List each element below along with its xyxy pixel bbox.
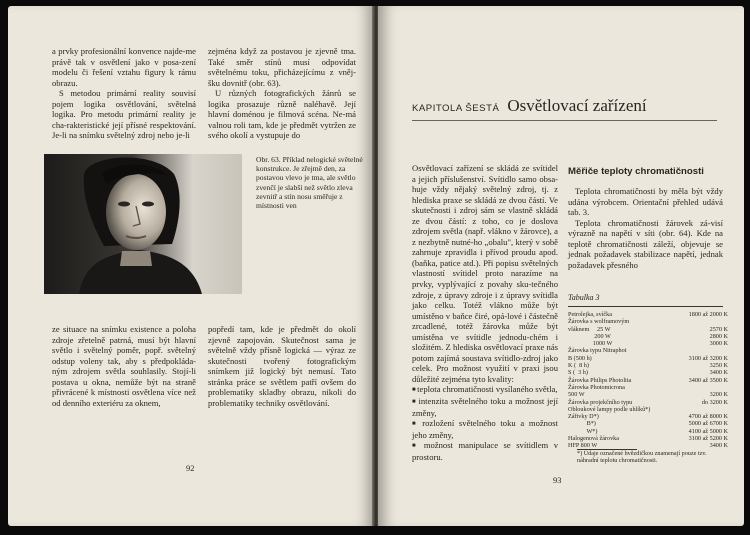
- right-col1: [412, 163, 558, 462]
- table-cell-source: vláknem 25 W: [568, 325, 611, 333]
- table-row: [568, 326, 728, 333]
- table-cell-source: Obloukové lampy podle uhlíků*): [568, 405, 651, 413]
- table-row: [568, 333, 728, 340]
- table-cell-temperature: 4700 až 8000 K: [688, 413, 728, 421]
- table-cell-source: S ( 3 h): [568, 369, 588, 377]
- table-cell-temperature: 3250 K: [709, 362, 728, 370]
- table-row: [568, 318, 728, 325]
- table-row: [568, 377, 728, 384]
- table-cell-source: Žárovka projekčního typu: [568, 398, 633, 406]
- table-cell-temperature: 3100 až 3200 K: [688, 354, 728, 362]
- table-row: [568, 406, 728, 413]
- section-heading: Měřiče teploty chromatičnosti: [568, 166, 704, 177]
- table-cell-source: Žárovka s wolframovým: [568, 318, 630, 326]
- table-cell-source: Zářivky D*): [568, 413, 599, 421]
- left-page: [8, 6, 374, 526]
- table-row: [568, 369, 728, 376]
- right-col2: [568, 186, 723, 270]
- paragraph: popředí tam, kde je předmět do okolí zjevně zapojován. Skutečnost sama je světelně vždy přísně logická — výraz ze skutečnosti tvořený fotografickým snímkem již logický být nemusí. Tato stránka práce se světlem patří ovšem do problematiky skladby obrazu, nikoli do problematiky techniky osvětlování.: [208, 324, 356, 408]
- right-page: [378, 6, 744, 526]
- table-cell-source: 500 W: [568, 391, 585, 399]
- table-row: [568, 435, 728, 442]
- table-footnote: *) Údaje označené hvězdičkou znamenají pouze tzv. náhradní teplotu chromatičnosti.: [577, 450, 707, 465]
- table-cell-temperature: 2800 K: [709, 332, 728, 340]
- figure-caption: Obr. 63. Příklad nelogické světelné konstrukce. Je zřejmě den, za postavou vlevo je tma, ale světlo zvenčí je slabší než světlo zleva zevnitř a stín nosu směřuje z místnosti ven: [256, 155, 363, 211]
- table-row: [568, 399, 728, 406]
- table-row: [568, 355, 728, 362]
- table-cell-temperature: 1800 až 2000 K: [688, 311, 728, 318]
- left-col2-bottom: [208, 324, 356, 408]
- table-cell-temperature: 2570 K: [709, 325, 728, 333]
- left-col2-top: [208, 46, 356, 141]
- table-cell-source: W*): [568, 427, 598, 435]
- table-cell-source: HFP 800 W: [568, 442, 598, 450]
- chapter-title: Osvětlovací zařízení: [507, 96, 647, 115]
- paragraph: ze situace na snímku existence a poloha zdroje zřetelně patrná, musí být hlavní světlo i světelný poměr, popř. světelný odstup voleny tak, aby s předpokláda-ným zdrojem světla souhlasily. Stojí-li postava u okna, nemůže být na straně přivrácené k místnosti osvětlena více než od denního exteriéru za oknem,: [52, 324, 196, 408]
- quality-list: [412, 384, 558, 462]
- table-cell-temperature: 3400 K: [709, 442, 728, 450]
- chapter-label: KAPITOLA ŠESTÁ: [412, 103, 500, 114]
- left-col1-top: [52, 46, 196, 141]
- table-cell-source: Žárovka Philips Photolita: [568, 376, 632, 384]
- chapter-heading: [412, 96, 647, 116]
- color-temperature-table: [568, 311, 728, 450]
- table-label: Tabulka 3: [568, 293, 600, 302]
- table-cell-temperature: 3400 K: [709, 369, 728, 377]
- table-cell-temperature: 3200 K: [709, 391, 728, 399]
- table-cell-temperature: 4100 až 5000 K: [688, 427, 728, 435]
- list-item: ■ intenzita světelného toku a možnost její změny,: [412, 396, 558, 418]
- table-cell-source: 1000 W: [568, 340, 613, 348]
- list-item: ■ teplota chromatičnosti vysílaného světla,: [412, 384, 558, 396]
- table-row: [568, 362, 728, 369]
- paragraph: a prvky profesionální konvence najde-me právě tak v osvětlení jako v posa-zení modelu či řešení vztahu figury k rámu obrazu.: [52, 46, 196, 88]
- table-row: [568, 428, 728, 435]
- page-number: 93: [553, 476, 562, 485]
- table-row: [568, 420, 728, 427]
- paragraph: zejména když za postavou je zjevně tma. Také směr stínů musí odpovídat světelnému toku, přicházejícímu z vněj-šku dovnitř (obr. 63).: [208, 46, 356, 88]
- table-cell-temperature: 5000 až 6700 K: [688, 420, 728, 428]
- table-cell-source: B (500 h): [568, 354, 592, 362]
- table-cell-temperature: do 3200 K: [701, 398, 728, 406]
- table-cell-temperature: 3000 K: [709, 340, 728, 348]
- portrait-photo: [44, 154, 242, 294]
- list-item: ■ možnost manipulace se svítidlem v prostoru.: [412, 440, 558, 462]
- table-top-rule: [568, 306, 723, 307]
- table-cell-source: 200 W: [568, 332, 611, 340]
- paragraph: Teplota chromatičnosti by měla být vždy udána výrobcem. Orientační přehled udává tab. 3.: [568, 186, 723, 218]
- table-cell-temperature: 3400 až 3500 K: [688, 376, 728, 384]
- portrait-woman-image: [44, 154, 242, 294]
- table-cell-source: K ( 8 h): [568, 362, 589, 370]
- table-cell-source: Žárovka Photomicrona: [568, 383, 625, 391]
- table-cell-source: Žárovka typu Nitraphot: [568, 347, 627, 355]
- list-item: ■ rozložení světelného toku a možnost jeho změny,: [412, 418, 558, 440]
- book-spread: [8, 6, 744, 530]
- table-row: [568, 413, 728, 420]
- paragraph: Osvětlovací zařízení se skládá ze svítidel a jejich příslušenství. Svítidlo samo obsa-huje vždy nějaký světelný zdroj, tj. z hlediska praxe se skládá ze dvou částí. Ve skutečnosti i zdroj sám se vlastně skládá ze dvou částí: z toho, co je doslova zdrojem světla (např. vlákno v žárovce), a z nezbytně nutné-ho „obalu", který v sobě zahrnuje zpravidla i přívod proudu apod. (baňka, patice atd.). Při popisu světelných vlastností svítidel proto narazíme na prvky, vyplývající z povahy sku-tečného zdroje, z úpravy zdroje i z úpravy svítidla jako celku. Totéž vlákno může být umístěno v baňce čiré, opá-lové i částečně zrcadlené, totéž žárovka může být umístěna ve svítidle jednodu-chém i složitém. Z hlediska osvětlovací praxe nás potom zajímá soustava svítidlo-zdroj jako celek. Pro možnost využití v praxi jsou důležité zejména tyto kvality:: [412, 163, 558, 384]
- paragraph: S metodou primární reality souvisí pojem logika osvětlování, světelná logika. Pro metodu primární reality je cha-rakteristické její přísné respektování. Je-li na snímku světelný zdroj nebo je-li: [52, 88, 196, 141]
- table-row: [568, 391, 728, 398]
- table-cell-source: Petrolejka, svíčka: [568, 311, 612, 318]
- table-cell-source: Halogenová žárovka: [568, 435, 620, 443]
- table-row: [568, 384, 728, 391]
- table-cell-temperature: 3100 až 5200 K: [688, 435, 728, 443]
- paragraph: Teplota chromatičnosti žárovek zá-visí výrazně na napětí v síti (obr. 64). Kde na teplotě chromatičnosti záleží, objevuje se jednak požadavek stabilizace napětí, jednak požadavek přesného: [568, 217, 723, 270]
- table-row: [568, 347, 728, 354]
- chapter-rule: [412, 120, 717, 121]
- table-cell-source: B*): [568, 420, 596, 428]
- left-col1-bottom: [52, 324, 196, 408]
- page-number: 92: [186, 464, 195, 473]
- paragraph: U různých fotografických žánrů se logika prosazuje různě naléhavě. Její hlavní doménou je filmová scéna. Ne-má valnou roli tam, kde je předmět vytržen ze svého okolí a vystupuje do: [208, 88, 356, 141]
